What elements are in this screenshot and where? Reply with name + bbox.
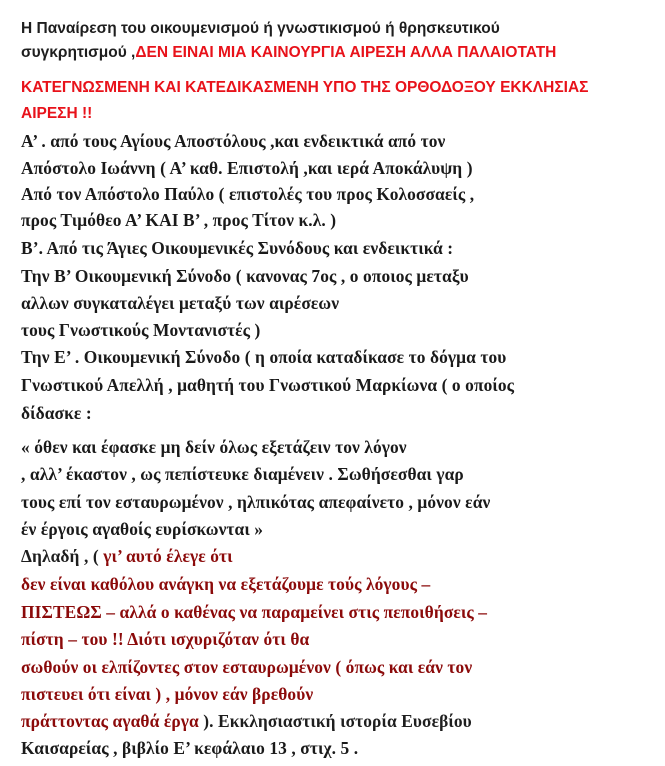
body-line: « όθεν και έφασκε μη δείν όλως εξετάζειν τον λόγον xyxy=(21,437,407,457)
body-line-emphasis: πίστη – του !! Διότι ισχυριζόταν ότι θα xyxy=(21,629,310,649)
heading-line-2-black: συγκρητισμού , xyxy=(21,44,136,61)
body-line-emphasis-start xyxy=(21,548,233,565)
body-line: αλλων συγκαταλέγει μεταξύ των αιρέσεων xyxy=(21,293,340,313)
body-line: δίδασκε : xyxy=(21,403,92,423)
body-text-dark-red: γι’ αυτό έλεγε ότι xyxy=(103,546,233,566)
body-line-emphasis: δεν είναι καθόλου ανάγκη να εξετάζουμε τούς λόγους – xyxy=(21,574,431,594)
body-line: προς Τιμόθεο Α’ ΚΑΙ Β’ , προς Τίτον κ.λ. ) xyxy=(21,210,337,230)
heading-line-1: Η Παναίρεση του οικουμενισμού ή γνωστικισμού ή θρησκευτικού xyxy=(21,20,500,37)
body-line: Γνωστικού Απελλή , μαθητή του Γνωστικού Μαρκίωνα ( ο οποίος xyxy=(21,375,515,395)
body-line: Β’. Από τις Άγιες Οικουμενικές Συνόδους και ενδεικτικά : xyxy=(21,238,454,258)
heading-line-3: ΚΑΤΕΓΝΩΣΜΕΝΗ ΚΑΙ ΚΑΤΕΔΙΚΑΣΜΕΝΗ ΥΠΟ ΤΗΣ ΟΡΘΟΔΟΞΟΥ ΕΚΚΛΗΣΙΑΣ xyxy=(21,79,589,96)
body-line: Την Β’ Οικουμενική Σύνοδο ( κανονας 7ος , ο οποιος μεταξυ xyxy=(21,266,469,286)
heading-line-2 xyxy=(21,45,556,61)
body-line: Απόστολο Ιωάννη ( Α’ καθ. Επιστολή ,και ιερά Αποκάλυψη ) xyxy=(21,158,473,178)
body-line: Από τον Απόστολο Παύλο ( επιστολές του προς Κολοσσαείς , xyxy=(21,184,475,204)
body-line: έν έργοις αγαθοίς ευρίσκωνται » xyxy=(21,519,264,539)
body-line: Α’ . από τους Αγίους Αποστόλους ,και ενδεικτικά από τον xyxy=(21,131,446,151)
body-text-black: ). Εκκλησιαστική ιστορία Ευσεβίου xyxy=(198,711,472,731)
body-line-emphasis: σωθούν οι ελπίζοντες στον εσταυρωμένον ( όπως και εάν τον xyxy=(21,657,473,677)
body-line-emphasis: ΠΙΣΤΕΩΣ – αλλά ο καθένας να παραμείνει στις πεποιθήσεις – xyxy=(21,602,488,622)
body-text-black: Δηλαδή , ( xyxy=(21,546,104,566)
body-line-emphasis-end xyxy=(21,713,472,730)
body-line: Την Ε’ . Οικουμενική Σύνοδο ( η οποία καταδίκασε το δόγμα του xyxy=(21,347,507,367)
body-line: Καισαρείας , βιβλίο Ε’ κεφάλαιο 13 , στιχ. 5 . xyxy=(21,738,359,758)
body-text-dark-red: πράττοντας αγαθά έργα xyxy=(21,711,199,731)
body-line: τους Γνωστικούς Μοντανιστές ) xyxy=(21,320,261,340)
heading-line-2-red: ΔΕΝ ΕΙΝΑΙ ΜΙΑ ΚΑΙΝΟΥΡΓΙΑ ΑΙΡΕΣΗ ΑΛΛΑ ΠΑΛΑΙΟΤΑΤΗ xyxy=(135,44,557,61)
body-line: , αλλ’ έκαστον , ως πεπίστευκε διαμένειν . Σωθήσεσθαι γαρ xyxy=(21,464,464,484)
body-line: τους επί τον εσταυρωμένον , ηλπικότας απεφαίνετο , μόνον εάν xyxy=(21,492,491,512)
body-line-emphasis: πιστευει ότι είναι ) , μόνον εάν βρεθούν xyxy=(21,684,314,704)
heading-line-4: ΑΙΡΕΣΗ !! xyxy=(21,105,93,122)
